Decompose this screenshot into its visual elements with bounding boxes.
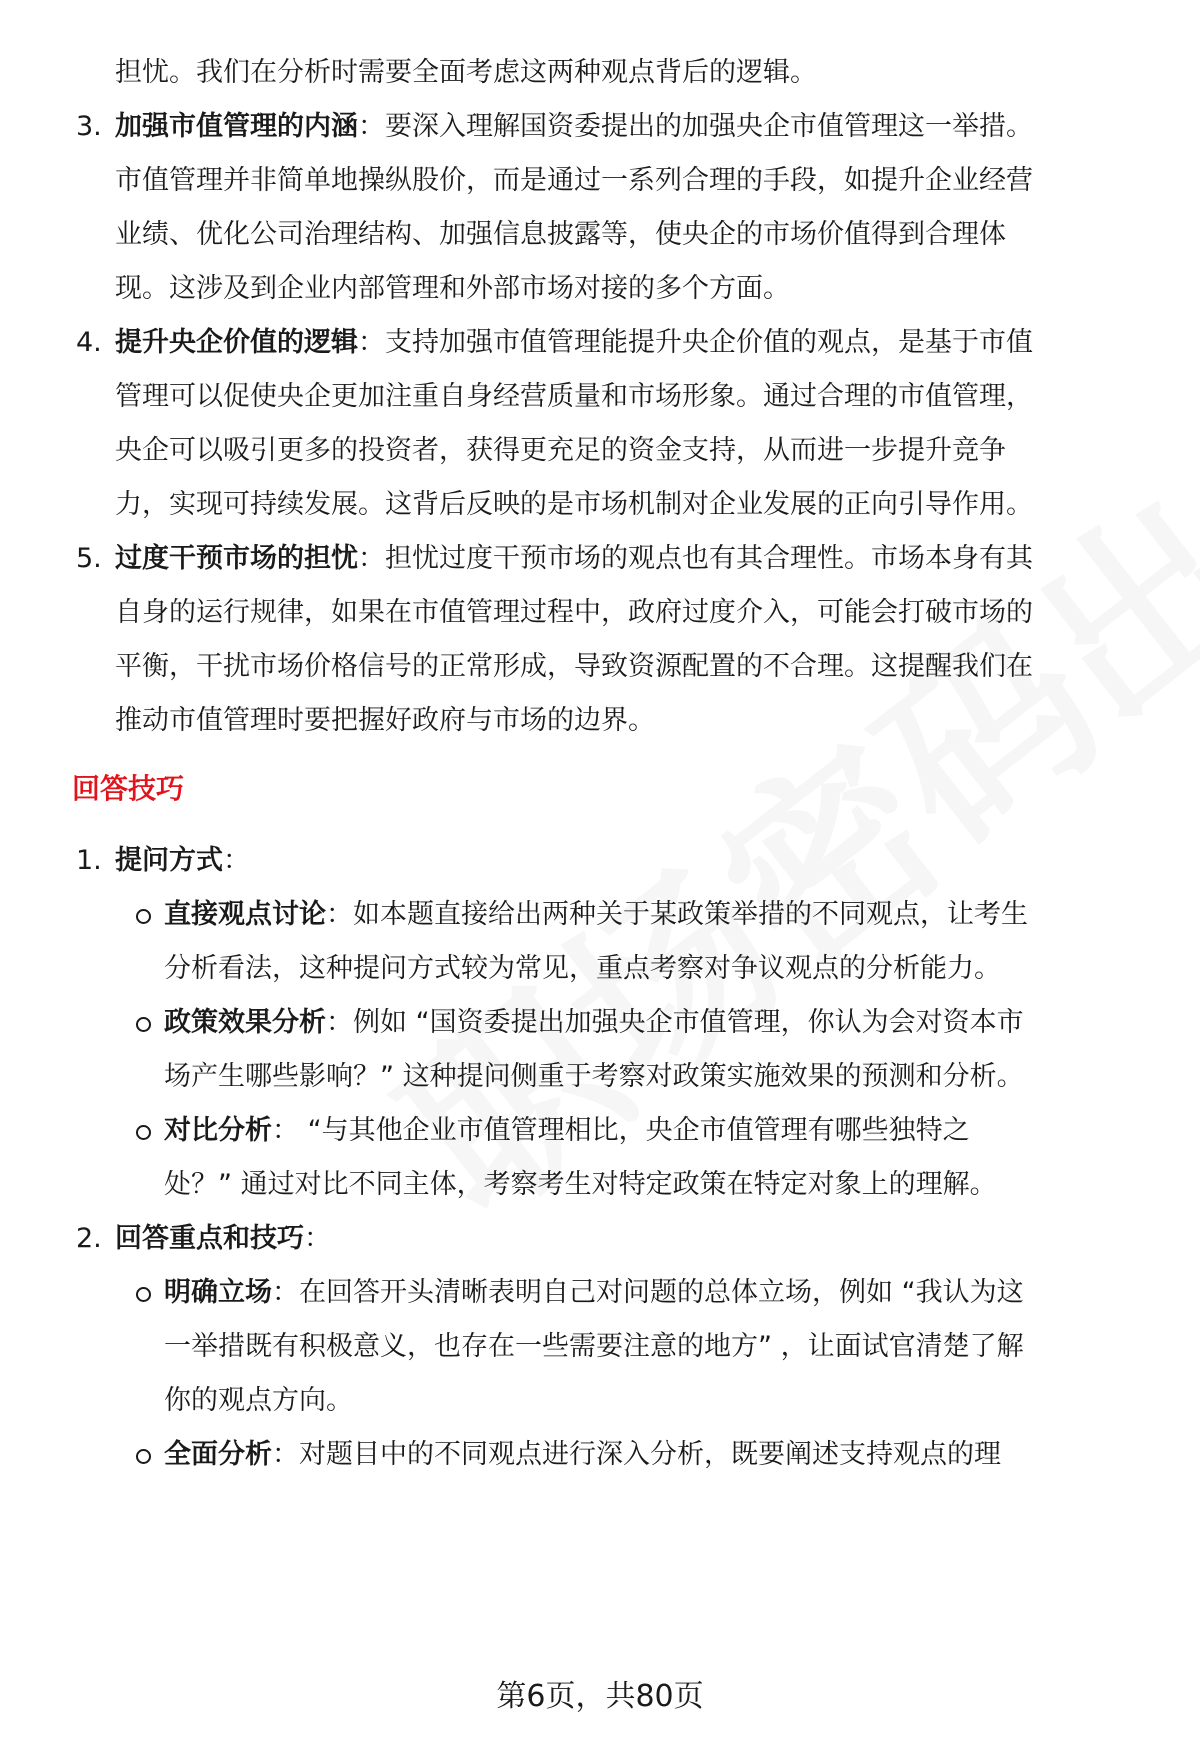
sub-item-text: 分析看法，这种提问方式较为常见，重点考察对争议观点的分析能力。 [164, 953, 1001, 984]
sub-item-text: 例如 “国资委提出加强央企市值管理，你认为会对资本市 [353, 1007, 1024, 1038]
sub-item-title: 直接观点讨论 [164, 899, 326, 930]
intro-text: 担忧。我们在分析时需要全面考虑这两种观点背后的逻辑。 [115, 57, 817, 88]
list-number: 2. [76, 1223, 102, 1254]
separator: ： [326, 899, 353, 930]
separator: ： [223, 845, 250, 876]
sub-item-text: 你的观点方向。 [164, 1385, 353, 1416]
item-text: 自身的运行规律，如果在市值管理过程中，政府过度介入，可能会打破市场的 [115, 597, 1033, 628]
list-number: 4. [76, 327, 102, 358]
separator: ： [358, 543, 385, 574]
circle-bullet-icon [136, 1287, 151, 1302]
item-text: 央企可以吸引更多的投资者，获得更充足的资金支持，从而进一步提升竞争 [115, 435, 1006, 466]
item-title: 提问方式 [115, 845, 223, 876]
separator: ： [358, 111, 385, 142]
item-text: 要深入理解国资委提出的加强央企市值管理这一举措。 [385, 111, 1033, 142]
item-text: 担忧过度干预市场的观点也有其合理性。市场本身有其 [385, 543, 1033, 574]
item-title: 加强市值管理的内涵 [115, 111, 358, 142]
sub-item-title: 全面分析 [164, 1439, 272, 1470]
item-text: 平衡，干扰市场价格信号的正常形成，导致资源配置的不合理。这提醒我们在 [115, 651, 1033, 682]
item-title: 回答重点和技巧 [115, 1223, 304, 1254]
section-heading: 回答技巧 [72, 772, 185, 805]
sub-item-text: 在回答开头清晰表明自己对问题的总体立场，例如 “我认为这 [299, 1277, 1024, 1308]
item-text: 管理可以促使央企更加注重自身经营质量和市场形象。通过合理的市值管理， [115, 381, 1033, 412]
item-title: 提升央企价值的逻辑 [115, 327, 358, 358]
circle-bullet-icon [136, 909, 151, 924]
separator: ： [326, 1007, 353, 1038]
sub-item-text: 一举措既有积极意义，也存在一些需要注意的地方” ，让面试官清楚了解 [164, 1331, 1024, 1362]
sub-item-title: 明确立场 [164, 1277, 272, 1308]
separator: ： [272, 1115, 299, 1146]
sub-item-text: 处？” 通过对比不同主体，考察考生对特定政策在特定对象上的理解。 [164, 1169, 997, 1200]
page-number: 第6页，共80页 [496, 1679, 704, 1714]
item-text: 支持加强市值管理能提升央企价值的观点，是基于市值 [385, 327, 1033, 358]
item-text: 现。这涉及到企业内部管理和外部市场对接的多个方面。 [115, 273, 790, 304]
list-number: 1. [76, 845, 102, 876]
separator: ： [304, 1223, 331, 1254]
item-title: 过度干预市场的担忧 [115, 543, 358, 574]
circle-bullet-icon [136, 1125, 151, 1140]
sub-item-text: 场产生哪些影响？” 这种提问侧重于考察对政策实施效果的预测和分析。 [164, 1061, 1024, 1092]
separator: ： [358, 327, 385, 358]
item-text: 市值管理并非简单地操纵股价，而是通过一系列合理的手段，如提升企业经营 [115, 165, 1033, 196]
separator: ： [272, 1439, 299, 1470]
circle-bullet-icon [136, 1449, 151, 1464]
list-number: 5. [76, 543, 102, 574]
sub-item-text: 对题目中的不同观点进行深入分析，既要阐述支持观点的理 [299, 1439, 1001, 1470]
item-text: 力，实现可持续发展。这背后反映的是市场机制对企业发展的正向引导作用。 [115, 489, 1033, 520]
item-text: 业绩、优化公司治理结构、加强信息披露等，使央企的市场价值得到合理体 [115, 219, 1006, 250]
circle-bullet-icon [136, 1017, 151, 1032]
separator: ： [272, 1277, 299, 1308]
sub-item-title: 政策效果分析 [164, 1007, 326, 1038]
sub-item-text: “与其他企业市值管理相比，央企市值管理有哪些独特之 [299, 1115, 970, 1146]
item-text: 推动市值管理时要把握好政府与市场的边界。 [115, 705, 655, 736]
sub-item-title: 对比分析 [164, 1115, 272, 1146]
sub-item-text: 如本题直接给出两种关于某政策举措的不同观点，让考生 [353, 899, 1028, 930]
list-number: 3. [76, 111, 102, 142]
